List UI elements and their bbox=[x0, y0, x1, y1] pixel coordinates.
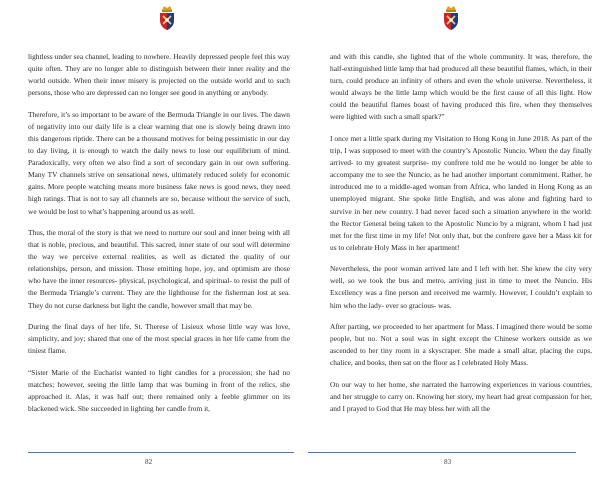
paragraph: “Sister Marie of the Eucharist wanted to light candles for a procession; she had no matches; however, seeing the little lamp that was burning in front of the relics, she approached it. Alas, it was half out; there remained only a feeble glimmer on its blackened wick. She succeeded in lighting her candle from it, bbox=[28, 367, 290, 413]
page-number: 83 bbox=[444, 458, 452, 466]
papal-coat-of-arms-icon bbox=[440, 5, 462, 31]
footer-rule bbox=[28, 452, 294, 453]
paragraph: On our way to her home, she narrated the harrowing experiences in various countries, and her struggle to carry on. Knowing her story, my heart had great compassion for her, and I prayed to God that He may bless her with all the bbox=[330, 379, 592, 413]
paragraph: I once met a little spark during my Visitation to Hong Kong in June 2018. As part of the trip, I was supposed to meet with the country’s Apostolic Nuncio. When the day finally arrived- to my greatest surprise- my confrere told me he would no longer be able to accompany me to see the Nuncio, as he had another important commitment. Rather, he introduced me to a middle-aged woman from Africa, who landed in Hong Kong as an unemployed migrant. She spoke little English, and was alone and fighting hard to survive in her new country. I had never faced such a situation anywhere in the world: the Rector General being taken to the Apostolic Nuncio by a migrant, whom I had just met for the first time in my life! Not only that, but the confrere gave her a Mass kit for us to celebrate Holy Mass in her apartment! bbox=[330, 133, 592, 252]
paragraph: Therefore, it’s so important to be aware of the Bermuda Triangle in our lives. The dawn of negativity into our daily life is a clear warning that one is slowly being drawn into this dangerous riptide. There can be a thousand motives for being pessimistic in our day to day living, it is enough to watch the daily news to lose our equilibrium of mind. Paradoxically, very often we also find a sort of secondary gain in our own suffering. Many TV channels strive on sensational news, ultimately reduced solely for economic gains. More people watching means more business fake news is good news, they need high ratings. That is not to say all channels are so, because without the service of such, we would be lost to what’s happening around us as well. bbox=[28, 109, 290, 216]
paragraph: Nevertheless, the poor woman arrived late and I left with her. She knew the city very well, so we took the bus and metro, arriving just in time to meet the Nuncio. His Excellency was a fine person and received me warmly. However, I couldn’t explain to him who the lady- ever so gracious- was. bbox=[330, 264, 592, 310]
paragraph: and with this candle, she lighted that of the whole community. It was, therefore, the half-extinguished little lamp that had produced all these beautiful flames, which, in their turn, could produce an infinity of others and even the whole universe. Nevertheless, it would always be the little lamp which would be the first cause of all this light. How could the beautiful flames boast of having produced this fire, when they themselves were lighted with such a small spark?” bbox=[330, 52, 592, 122]
paragraph: Thus, the moral of the story is that we need to nurture our soul and inner being with all that is noble, precious, and beautiful. This sacred, inner state of our soul will determine the way we perceive external realities, as well as dictated the quality of our relationships, person, and mission. Those emitting hope, joy, and optimism are those who have the inner resources- physical, psychological, and spiritual- to resist the pull of the Bermuda Triangle’s current. They are the lighthouse for the fisherman lost at sea. They do not curse darkness but light the candle, however small that may be. bbox=[28, 228, 290, 310]
paragraph: During the final days of her life, St. Therese of Lisieux whose little way was love, simplicity, and joy; shared that one of the most special graces in her life came from the tiniest flame. bbox=[28, 322, 290, 356]
page-number: 82 bbox=[145, 458, 153, 466]
paragraph: After parting, we proceeded to her apartment for Mass. I imagined there would be some people, but no. Not a soul was in sight except the Chinese workers outside as we ascended to her tiny room in a skyscraper. She made a small altar, placing the cups, chalice, and books, then sat on the floor as I celebrated Holy Mass. bbox=[330, 322, 592, 368]
papal-coat-of-arms-icon bbox=[156, 5, 178, 31]
footer-rule bbox=[308, 452, 576, 453]
left-page-body bbox=[28, 51, 290, 424]
right-page-body bbox=[330, 51, 592, 424]
paragraph: lightless under sea channel, leading to nowhere. Heavily depressed people feel this way quite often. They are no longer able to distinguish between their inner reality and the world outside. When their inner misery is projected on the outside world and to such persons, those who are depressed can no longer see good in anything or anybody. bbox=[28, 52, 290, 98]
right-page bbox=[300, 0, 600, 478]
